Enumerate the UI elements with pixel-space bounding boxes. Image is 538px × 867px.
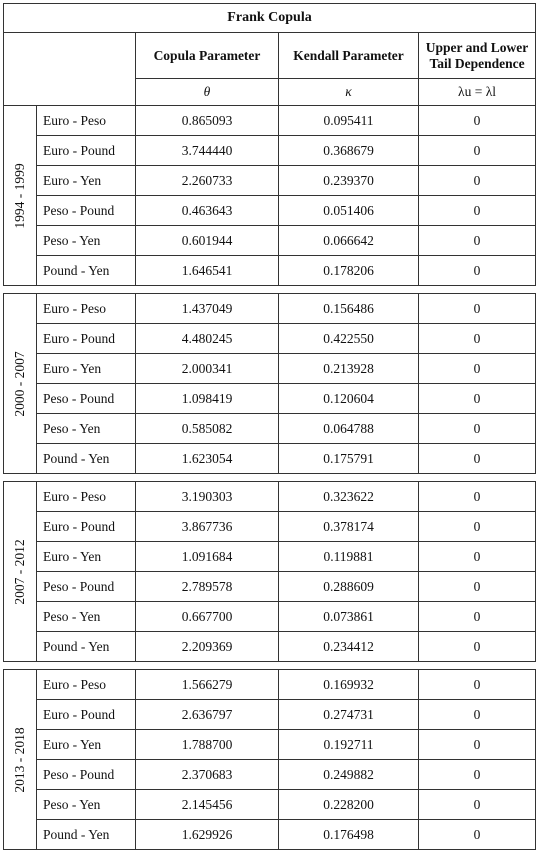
currency-pair: Peso - Pound [37,196,136,226]
currency-pair: Peso - Yen [37,414,136,444]
table-row [4,106,536,136]
table-row [4,670,536,700]
kendall-parameter-value: 0.192711 [279,730,419,760]
table-row [4,820,536,850]
copula-parameter-value: 0.667700 [136,602,279,632]
currency-pair: Euro - Peso [37,482,136,512]
header-tail-dependence: Upper and Lower Tail Dependence [419,33,536,79]
copula-parameter-value: 1.788700 [136,730,279,760]
copula-parameter-value: 2.260733 [136,166,279,196]
kendall-parameter-value: 0.288609 [279,572,419,602]
table-row [4,414,536,444]
tail-dependence-value: 0 [419,572,536,602]
table-title: Frank Copula [4,4,536,33]
table-row [4,482,536,512]
currency-pair: Euro - Peso [37,670,136,700]
kendall-parameter-value: 0.073861 [279,602,419,632]
copula-parameter-value: 1.437049 [136,294,279,324]
period-separator [4,286,536,294]
period-label: 2007 - 2012 [12,538,27,605]
header-blank [4,33,136,106]
table-row [4,196,536,226]
tail-dependence-value: 0 [419,512,536,542]
tail-dependence-value: 0 [419,414,536,444]
kendall-parameter-value: 0.422550 [279,324,419,354]
currency-pair: Pound - Yen [37,256,136,286]
kendall-parameter-value: 0.178206 [279,256,419,286]
copula-parameter-value: 1.566279 [136,670,279,700]
table-row [4,136,536,166]
table-row [4,166,536,196]
copula-parameter-value: 2.145456 [136,790,279,820]
copula-parameter-value: 3.744440 [136,136,279,166]
copula-parameter-value: 1.623054 [136,444,279,474]
table-row [4,384,536,414]
currency-pair: Pound - Yen [37,444,136,474]
tail-dependence-value: 0 [419,166,536,196]
currency-pair: Peso - Pound [37,384,136,414]
tail-dependence-value: 0 [419,136,536,166]
table-body [4,106,536,850]
tail-dependence-value: 0 [419,256,536,286]
kendall-parameter-value: 0.176498 [279,820,419,850]
copula-parameter-value: 2.789578 [136,572,279,602]
table-row [4,632,536,662]
currency-pair: Peso - Pound [37,572,136,602]
table-row [4,512,536,542]
separator-cell [4,474,536,482]
kendall-parameter-value: 0.051406 [279,196,419,226]
currency-pair: Euro - Pound [37,324,136,354]
kendall-parameter-value: 0.175791 [279,444,419,474]
header-copula-parameter: Copula Parameter [136,33,279,79]
table-row [4,226,536,256]
copula-parameter-value: 0.463643 [136,196,279,226]
period-label: 1994 - 1999 [12,162,27,229]
period-label-cell [4,106,37,286]
copula-parameter-value: 4.480245 [136,324,279,354]
tail-dependence-value: 0 [419,482,536,512]
kendall-parameter-value: 0.156486 [279,294,419,324]
kendall-parameter-value: 0.323622 [279,482,419,512]
copula-parameter-value: 3.190303 [136,482,279,512]
tail-dependence-value: 0 [419,760,536,790]
symbol-kappa: κ [279,79,419,106]
table-row [4,730,536,760]
table-row [4,324,536,354]
kendall-parameter-value: 0.119881 [279,542,419,572]
tail-dependence-value: 0 [419,444,536,474]
symbol-tail: λu = λl [419,79,536,106]
currency-pair: Euro - Peso [37,106,136,136]
tail-dependence-value: 0 [419,354,536,384]
table-row [4,760,536,790]
copula-parameter-value: 1.091684 [136,542,279,572]
kendall-parameter-value: 0.239370 [279,166,419,196]
table-row [4,790,536,820]
currency-pair: Euro - Yen [37,542,136,572]
kendall-parameter-value: 0.378174 [279,512,419,542]
table-row [4,542,536,572]
period-label: 2000 - 2007 [12,350,27,417]
table-row [4,444,536,474]
period-label-cell [4,294,37,474]
tail-dependence-value: 0 [419,730,536,760]
currency-pair: Euro - Yen [37,354,136,384]
currency-pair: Peso - Pound [37,760,136,790]
kendall-parameter-value: 0.228200 [279,790,419,820]
kendall-parameter-value: 0.064788 [279,414,419,444]
kendall-parameter-value: 0.120604 [279,384,419,414]
copula-parameter-value: 0.585082 [136,414,279,444]
copula-parameter-value: 1.646541 [136,256,279,286]
kendall-parameter-value: 0.095411 [279,106,419,136]
frank-copula-table [3,3,535,850]
tail-dependence-value: 0 [419,602,536,632]
tail-dependence-value: 0 [419,324,536,354]
currency-pair: Peso - Yen [37,226,136,256]
currency-pair: Euro - Peso [37,294,136,324]
kendall-parameter-value: 0.249882 [279,760,419,790]
copula-parameter-value: 1.629926 [136,820,279,850]
tail-dependence-value: 0 [419,384,536,414]
tail-dependence-value: 0 [419,196,536,226]
tail-dependence-value: 0 [419,632,536,662]
period-label-cell [4,482,37,662]
period-separator [4,662,536,670]
tail-dependence-value: 0 [419,226,536,256]
separator-cell [4,662,536,670]
period-label: 2013 - 2018 [12,726,27,793]
kendall-parameter-value: 0.274731 [279,700,419,730]
results-table [3,3,536,850]
currency-pair: Euro - Pound [37,700,136,730]
copula-parameter-value: 3.867736 [136,512,279,542]
currency-pair: Peso - Yen [37,602,136,632]
copula-parameter-value: 1.098419 [136,384,279,414]
currency-pair: Pound - Yen [37,632,136,662]
copula-parameter-value: 2.370683 [136,760,279,790]
separator-cell [4,286,536,294]
copula-parameter-value: 0.865093 [136,106,279,136]
tail-dependence-value: 0 [419,542,536,572]
tail-dependence-value: 0 [419,106,536,136]
header-kendall-parameter: Kendall Parameter [279,33,419,79]
kendall-parameter-value: 0.234412 [279,632,419,662]
currency-pair: Euro - Pound [37,512,136,542]
currency-pair: Euro - Yen [37,166,136,196]
symbol-theta: θ [136,79,279,106]
tail-dependence-value: 0 [419,820,536,850]
period-label-cell [4,670,37,850]
tail-dependence-value: 0 [419,790,536,820]
copula-parameter-value: 2.636797 [136,700,279,730]
kendall-parameter-value: 0.066642 [279,226,419,256]
table-row [4,602,536,632]
tail-dependence-value: 0 [419,670,536,700]
currency-pair: Euro - Yen [37,730,136,760]
tail-dependence-value: 0 [419,294,536,324]
table-row [4,700,536,730]
table-row [4,256,536,286]
copula-parameter-value: 2.000341 [136,354,279,384]
table-row [4,294,536,324]
copula-parameter-value: 2.209369 [136,632,279,662]
period-separator [4,474,536,482]
tail-dependence-value: 0 [419,700,536,730]
kendall-parameter-value: 0.368679 [279,136,419,166]
currency-pair: Pound - Yen [37,820,136,850]
currency-pair: Euro - Pound [37,136,136,166]
kendall-parameter-value: 0.169932 [279,670,419,700]
table-row [4,354,536,384]
copula-parameter-value: 0.601944 [136,226,279,256]
currency-pair: Peso - Yen [37,790,136,820]
table-row [4,572,536,602]
kendall-parameter-value: 0.213928 [279,354,419,384]
